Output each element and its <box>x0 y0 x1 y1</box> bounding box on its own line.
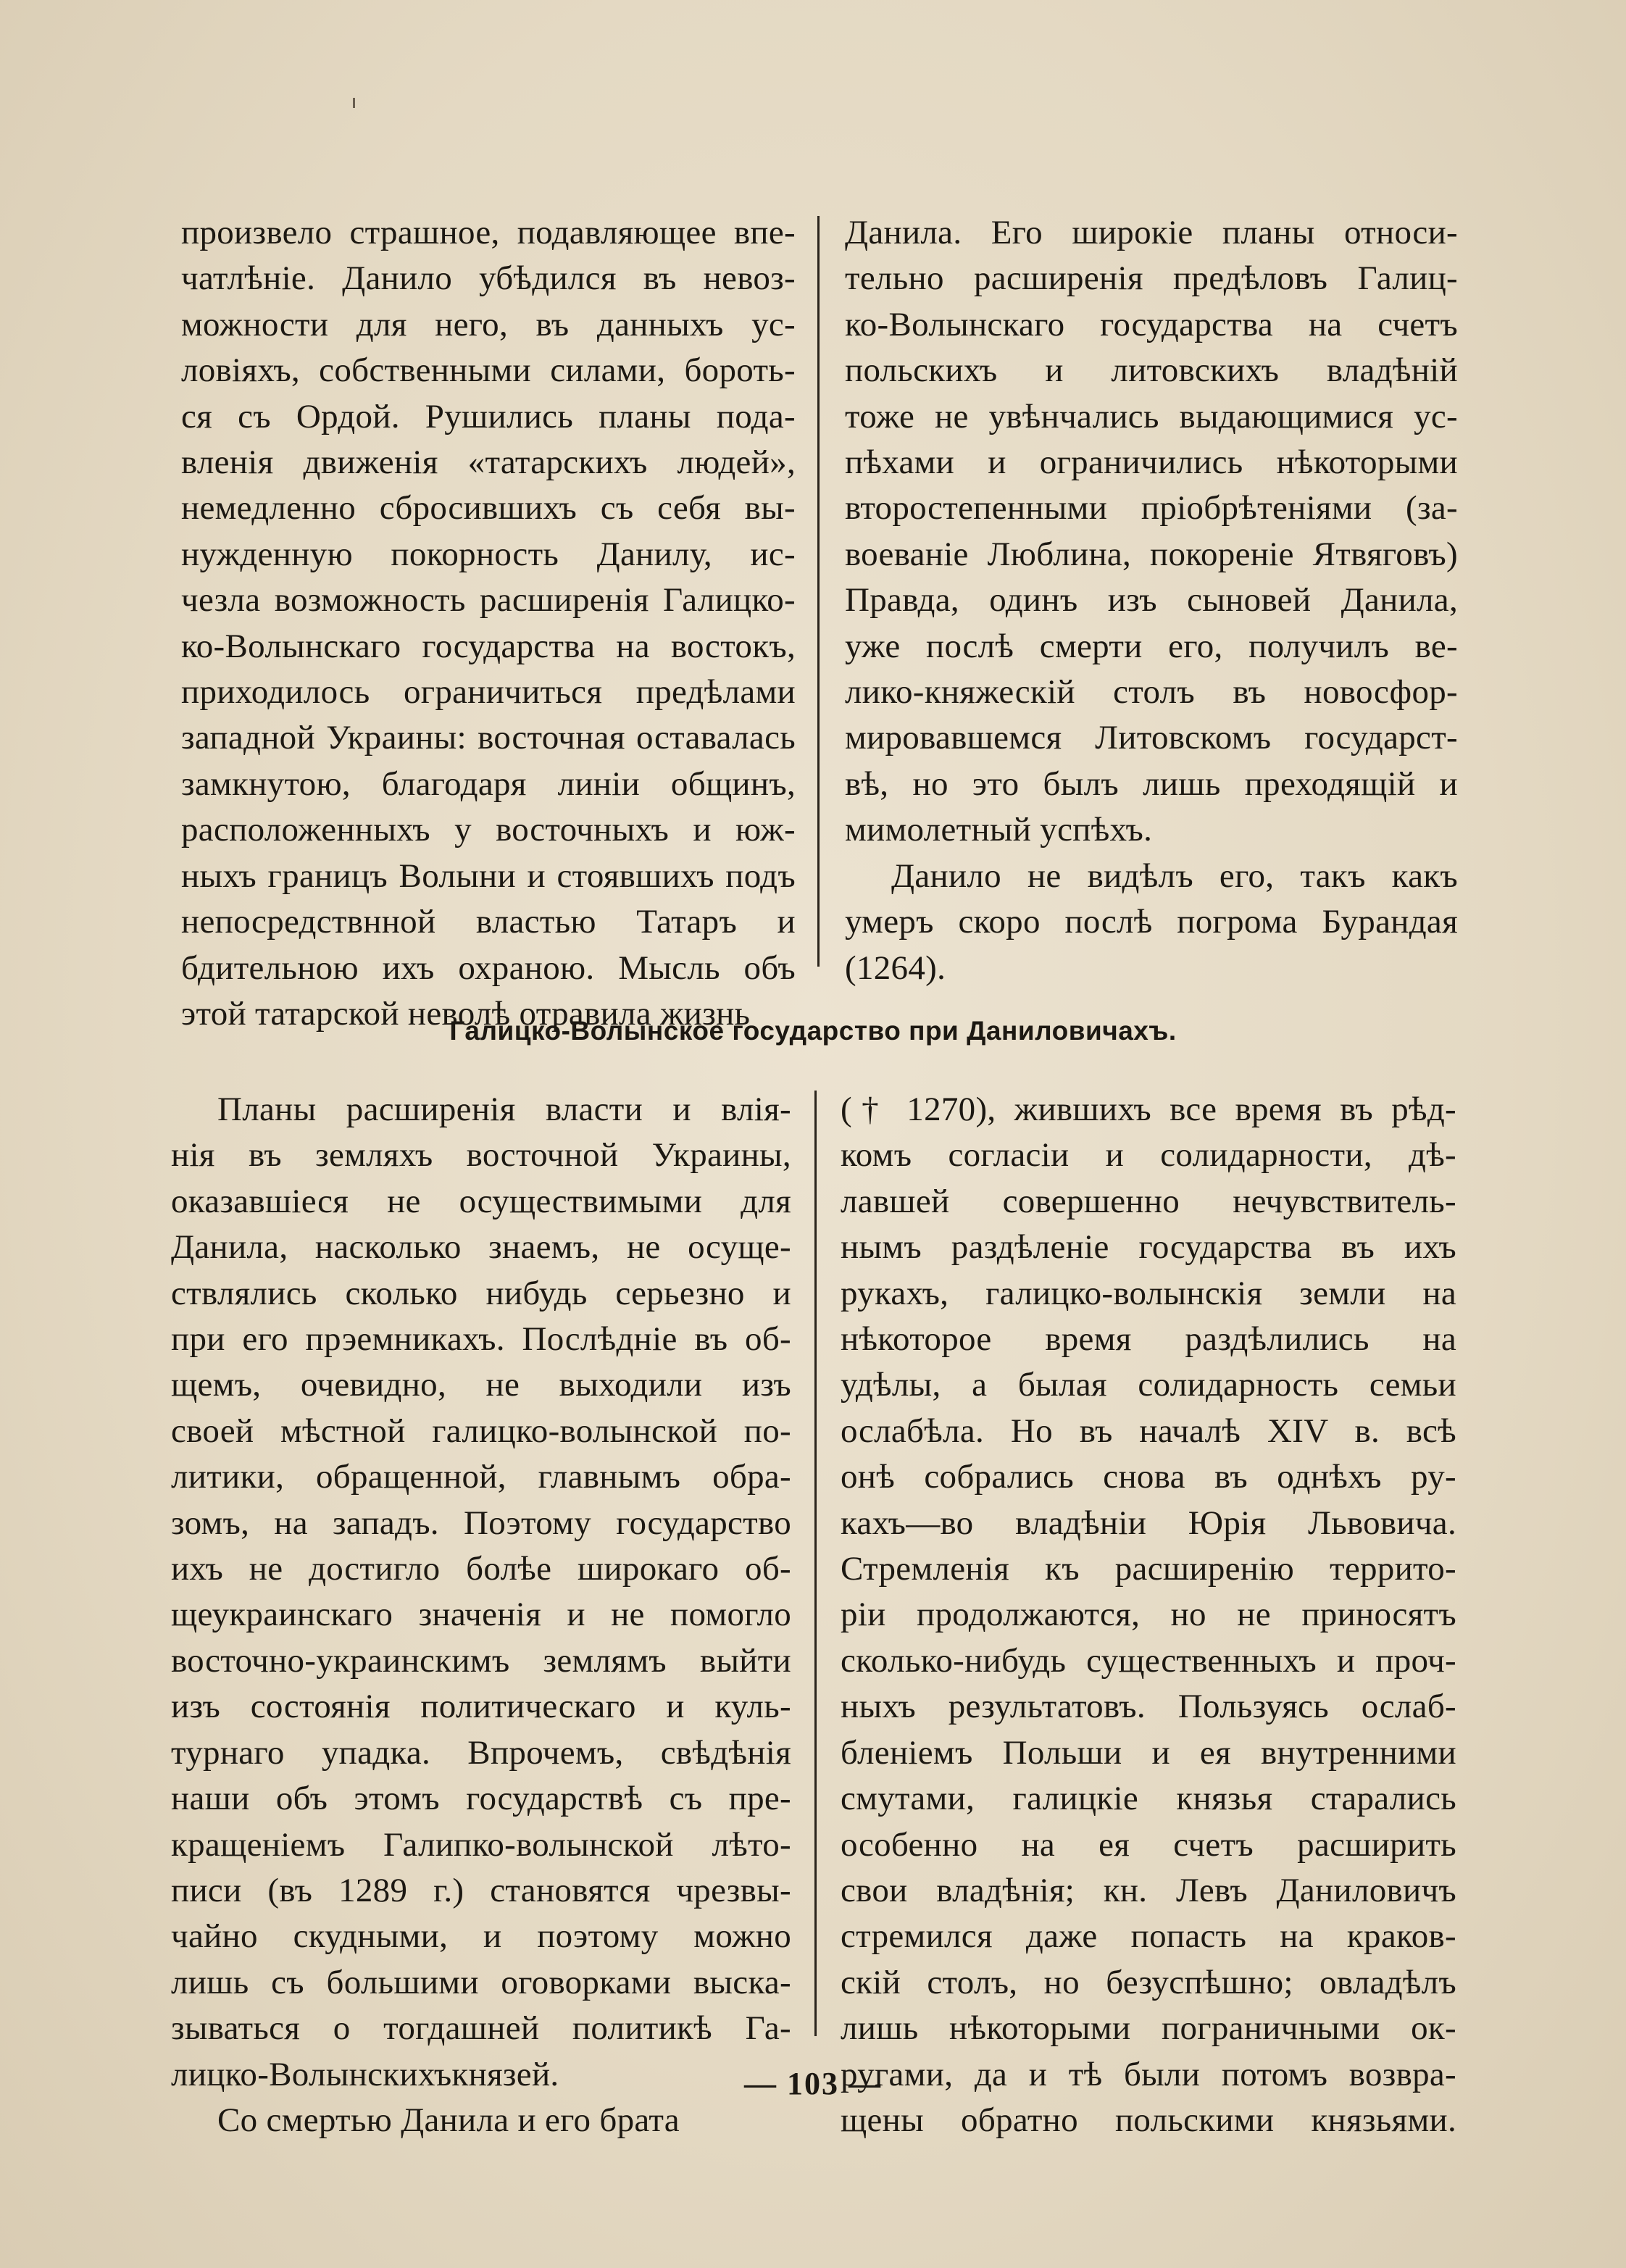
text-line: бдительною ихъ охраною. Мысль объ <box>181 949 796 987</box>
top-left-column <box>181 210 796 1037</box>
text-line: Стремленія къ расширенію террито- <box>841 1550 1456 1588</box>
text-line: зомъ, на западъ. Поэтому государство <box>171 1504 791 1542</box>
section-heading: Галицко-Волынское государство при Даниловичахъ. <box>449 1016 1177 1046</box>
text-line: лавшей совершенно нечувствитель- <box>841 1182 1456 1220</box>
text-line: щеукраинскаго значенія и не помогло <box>171 1596 791 1634</box>
text-line: нѣкоторое время раздѣлились на <box>841 1320 1456 1359</box>
text-line: воеваніе Люблина, покореніе Ятвяговъ) <box>845 535 1458 573</box>
text-line: литики, обращенной, главнымъ обра- <box>171 1458 791 1496</box>
text-line: (1264). <box>845 949 946 987</box>
text-line: Со смертью Данила и его брата <box>217 2101 680 2139</box>
text-line: Планы расширенія власти и влія- <box>217 1091 791 1128</box>
text-line: ихъ не достигло болѣе широкаго об- <box>171 1550 791 1588</box>
text-line: ныхъ результатовъ. Пользуясь ослаб- <box>841 1688 1456 1726</box>
text-line: изъ состоянія политическаго и куль- <box>171 1688 791 1726</box>
text-line: свои владѣнія; кн. Левъ Даниловичъ <box>841 1871 1456 1909</box>
text-line: произвело страшное, подавляющее впе- <box>181 214 796 251</box>
text-line: ріи продолжаются, но не приносятъ <box>841 1596 1456 1634</box>
text-line: западной Украины: восточная оставалась <box>181 719 796 757</box>
text-line: кращеніемъ Галипко-волынской лѣто- <box>171 1825 791 1864</box>
text-line: наши объ этомъ государствѣ съ пре- <box>171 1780 791 1818</box>
text-line: особенно на ея счетъ расширить <box>841 1825 1456 1864</box>
text-line: сколько-нибудь существенныхъ и проч- <box>841 1641 1456 1680</box>
text-line: своей мѣстной галицко-волынской по- <box>171 1412 791 1450</box>
text-line: лишь нѣкоторыми пограничными ок- <box>841 2009 1456 2048</box>
text-line: чайно скудными, и поэтому можно <box>171 1917 791 1956</box>
text-line: восточно-украинскимъ землямъ выйти <box>171 1641 791 1680</box>
text-line: кахъ—во владѣніи Юрія Львовича. <box>841 1504 1456 1542</box>
text-line: тельно расширенія предѣловъ Галиц- <box>845 259 1458 298</box>
text-line: непосредствнной властью Татаръ и <box>181 903 796 941</box>
top-right-column <box>845 210 1458 991</box>
text-line: нія въ земляхъ восточной Украины, <box>171 1136 791 1175</box>
text-line: замкнутою, благодаря линіи общинъ, <box>181 764 796 803</box>
text-line: этой татарской неволѣ отравила жизнь <box>181 994 751 1033</box>
text-line: лико-княжескій столъ въ новосфор- <box>845 673 1458 712</box>
text-line: Данило не видѣлъ его, такъ какъ <box>891 856 1458 895</box>
text-line: Правда, одинъ изъ сыновей Данила, <box>845 581 1458 620</box>
text-line: ствлялись сколько нибудь серьезно и <box>171 1274 791 1312</box>
text-line: ся съ Ордой. Рушились планы пода- <box>181 397 796 435</box>
text-line: удѣлы, а былая солидарность семьи <box>841 1366 1456 1404</box>
text-line: смутами, галицкіе князья старались <box>841 1780 1456 1818</box>
text-line: ко-Волынскаго государства на востокъ, <box>181 627 796 665</box>
text-line: умеръ скоро послѣ погрома Бурандая <box>845 903 1458 941</box>
text-line: скій столъ, но безуспѣшно; овладѣлъ <box>841 1963 1456 2001</box>
text-line: тоже не увѣнчались выдающимися ус- <box>845 397 1458 435</box>
text-line: бленіемъ Польши и ея внутренними <box>841 1733 1456 1772</box>
text-line: второстепенными пріобрѣтеніями (за- <box>845 489 1458 528</box>
page-number: — 103 — <box>744 2066 882 2101</box>
column-divider-bottom <box>814 1091 817 2036</box>
text-line: лицко-Волынскихъкнязей. <box>171 2055 559 2093</box>
text-line: щены обратно польскими князьями. <box>841 2101 1456 2139</box>
ink-mark <box>353 98 355 108</box>
text-line: ругами, да и тѣ были потомъ возвра- <box>841 2055 1456 2093</box>
text-line: писи (въ 1289 г.) становятся чрезвы- <box>171 1871 791 1909</box>
text-line: нымъ раздѣленіе государства въ ихъ <box>841 1228 1456 1267</box>
text-line: чезла возможность расширенія Галицко- <box>181 581 796 620</box>
text-line: уже послѣ смерти его, получилъ ве- <box>845 627 1458 665</box>
text-line: ослабѣла. Но въ началѣ XIV в. всѣ <box>841 1412 1456 1450</box>
text-line: щемъ, очевидно, не выходили изъ <box>171 1366 791 1404</box>
text-line: стремился даже попасть на краков- <box>841 1917 1456 1956</box>
text-line: вѣ, но это былъ лишь преходящій и <box>845 764 1458 803</box>
text-line: комъ согласіи и солидарности, дѣ- <box>841 1136 1456 1175</box>
text-line: оказавшіеся не осуществимыми для <box>171 1182 791 1220</box>
bottom-right-column <box>841 1087 1456 2143</box>
text-line: онѣ собрались снова въ однѣхъ ру- <box>841 1458 1456 1496</box>
text-line: мимолетный успѣхъ. <box>845 811 1153 849</box>
text-line: рукахъ, галицко-волынскія земли на <box>841 1274 1456 1312</box>
text-line: чатлѣніе. Данило убѣдился въ невоз- <box>181 259 796 298</box>
text-line: ныхъ границъ Волыни и стоявшихъ подъ <box>181 856 796 895</box>
column-divider-top <box>817 216 820 967</box>
text-line: польскихъ и литовскихъ владѣній <box>845 351 1458 390</box>
text-line: Данила. Его широкіе планы относи- <box>845 214 1458 251</box>
text-line: ко-Волынскаго государства на счетъ <box>845 305 1458 343</box>
text-line: нужденную покорность Данилу, ис- <box>181 535 796 573</box>
text-line: немедленно сбросившихъ съ себя вы- <box>181 489 796 528</box>
text-line: пѣхами и ограничились нѣкоторыми <box>845 443 1458 482</box>
text-line: вленія движенія «татарскихъ людей», <box>181 443 796 482</box>
bottom-left-column <box>171 1087 791 2143</box>
text-line: приходилось ограничиться предѣлами <box>181 673 796 712</box>
text-line: († 1270), жившихъ все время въ рѣд- <box>841 1091 1456 1128</box>
text-line: можности для него, въ данныхъ ус- <box>181 305 796 343</box>
text-line: ловіяхъ, собственными силами, бороть- <box>181 351 796 390</box>
text-line: турнаго упадка. Впрочемъ, свѣдѣнія <box>171 1733 791 1772</box>
text-line: расположенныхъ у восточныхъ и юж- <box>181 811 796 849</box>
text-line: зываться о тогдашней политикѣ Га- <box>171 2009 791 2048</box>
text-line: Данила, насколько знаемъ, не осуще- <box>171 1228 791 1267</box>
text-line: мировавшемся Литовскомъ государст- <box>845 719 1458 757</box>
text-line: лишь съ большими оговорками выска- <box>171 1963 791 2001</box>
text-line: при его прэемникахъ. Послѣдніе въ об- <box>171 1320 791 1359</box>
